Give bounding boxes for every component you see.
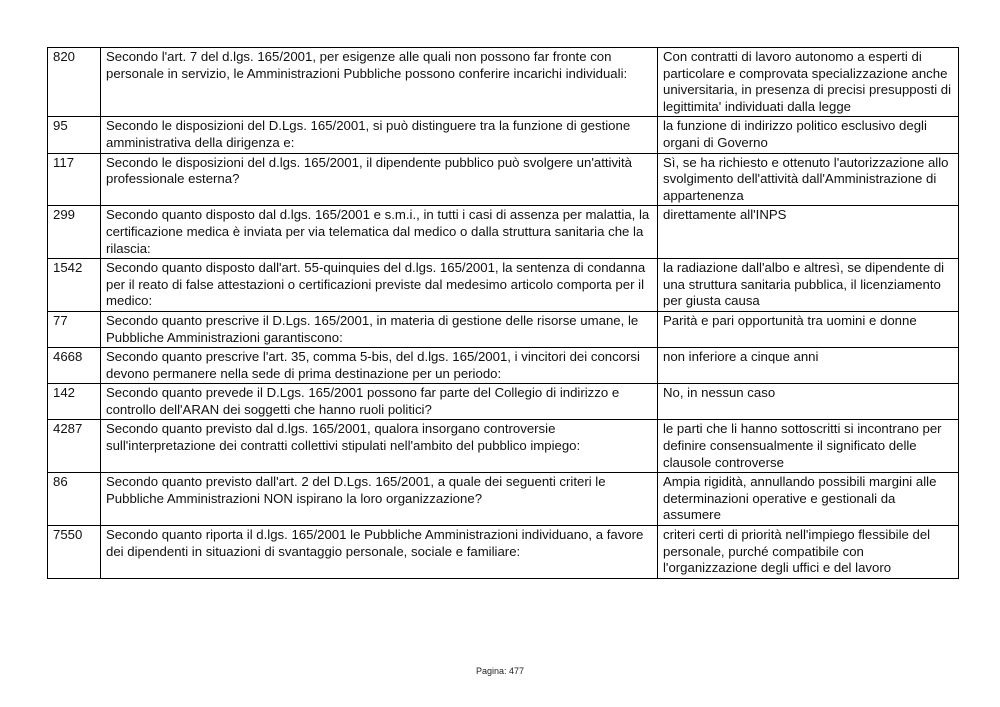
answer-text: Sì, se ha richiesto e ottenuto l'autorizzazione allo svolgimento dell'attività dall'Amministrazione di appartenenza xyxy=(658,153,959,206)
answer-text: criteri certi di priorità nell'impiego flessibile del personale, purché compatibile con l'organizzazione degli uffici e del lavoro xyxy=(658,526,959,579)
table-row xyxy=(48,526,959,579)
table-row xyxy=(48,311,959,347)
question-text: Secondo quanto prevede il D.Lgs. 165/2001 possono far parte del Collegio di indirizzo e controllo dell'ARAN dei soggetti che hanno ruoli politici? xyxy=(101,384,658,420)
question-id: 142 xyxy=(48,384,101,420)
question-id: 117 xyxy=(48,153,101,206)
question-id: 86 xyxy=(48,473,101,526)
table-row xyxy=(48,206,959,259)
question-text: Secondo quanto previsto dall'art. 2 del D.Lgs. 165/2001, a quale dei seguenti criteri le Pubbliche Amministrazioni NON ispirano la loro organizzazione? xyxy=(101,473,658,526)
answer-text: No, in nessun caso xyxy=(658,384,959,420)
question-id: 820 xyxy=(48,48,101,117)
question-text: Secondo le disposizioni del D.Lgs. 165/2001, si può distinguere tra la funzione di gestione amministrativa della dirigenza e: xyxy=(101,117,658,153)
question-text: Secondo quanto previsto dal d.lgs. 165/2001, qualora insorgano controversie sull'interpretazione dei contratti collettivi stipulati nell'ambito del pubblico impiego: xyxy=(101,420,658,473)
table-row xyxy=(48,259,959,312)
answer-text: la funzione di indirizzo politico esclusivo degli organi di Governo xyxy=(658,117,959,153)
question-text: Secondo l'art. 7 del d.lgs. 165/2001, per esigenze alle quali non possono far fronte con personale in servizio, le Amministrazioni Pubbliche possono conferire incarichi individuali: xyxy=(101,48,658,117)
table-row xyxy=(48,153,959,206)
page-number: Pagina: 477 xyxy=(475,666,525,676)
table-row xyxy=(48,348,959,384)
question-id: 7550 xyxy=(48,526,101,579)
table-row xyxy=(48,473,959,526)
answer-text: le parti che li hanno sottoscritti si incontrano per definire consensualmente il significato delle clausole controverse xyxy=(658,420,959,473)
question-text: Secondo quanto prescrive il D.Lgs. 165/2001, in materia di gestione delle risorse umane, le Pubbliche Amministrazioni garantiscono: xyxy=(101,311,658,347)
question-text: Secondo quanto disposto dal d.lgs. 165/2001 e s.m.i., in tutti i casi di assenza per malattia, la certificazione medica è inviata per via telematica dal medico o dalla struttura sanitaria che la rilascia: xyxy=(101,206,658,259)
question-text: Secondo le disposizioni del d.lgs. 165/2001, il dipendente pubblico può svolgere un'attività professionale esterna? xyxy=(101,153,658,206)
table-row xyxy=(48,117,959,153)
question-id: 77 xyxy=(48,311,101,347)
answer-text: Ampia rigidità, annullando possibili margini alle determinazioni operative e gestionali da assumere xyxy=(658,473,959,526)
question-id: 4668 xyxy=(48,348,101,384)
question-text: Secondo quanto disposto dall'art. 55-quinquies del d.lgs. 165/2001, la sentenza di condanna per il reato di false attestazioni o certificazioni previste dal medesimo articolo comporta per il medico: xyxy=(101,259,658,312)
question-id: 4287 xyxy=(48,420,101,473)
question-text: Secondo quanto riporta il d.lgs. 165/2001 le Pubbliche Amministrazioni individuano, a favore dei dipendenti in situazioni di svantaggio personale, sociale e familiare: xyxy=(101,526,658,579)
answer-text: la radiazione dall'albo e altresì, se dipendente di una struttura sanitaria pubblica, il licenziamento per giusta causa xyxy=(658,259,959,312)
question-id: 1542 xyxy=(48,259,101,312)
answer-text: Parità e pari opportunità tra uomini e donne xyxy=(658,311,959,347)
question-id: 95 xyxy=(48,117,101,153)
question-table xyxy=(47,47,959,579)
answer-text: direttamente all'INPS xyxy=(658,206,959,259)
question-id: 299 xyxy=(48,206,101,259)
answer-text: non inferiore a cinque anni xyxy=(658,348,959,384)
table-row xyxy=(48,384,959,420)
answer-text: Con contratti di lavoro autonomo a esperti di particolare e comprovata specializzazione anche universitaria, in presenza di precisi presupposti di legittimita' individuati dalla legge xyxy=(658,48,959,117)
table-row xyxy=(48,420,959,473)
question-text: Secondo quanto prescrive l'art. 35, comma 5-bis, del d.lgs. 165/2001, i vincitori dei concorsi devono permanere nella sede di prima destinazione per un periodo: xyxy=(101,348,658,384)
table-row xyxy=(48,48,959,117)
